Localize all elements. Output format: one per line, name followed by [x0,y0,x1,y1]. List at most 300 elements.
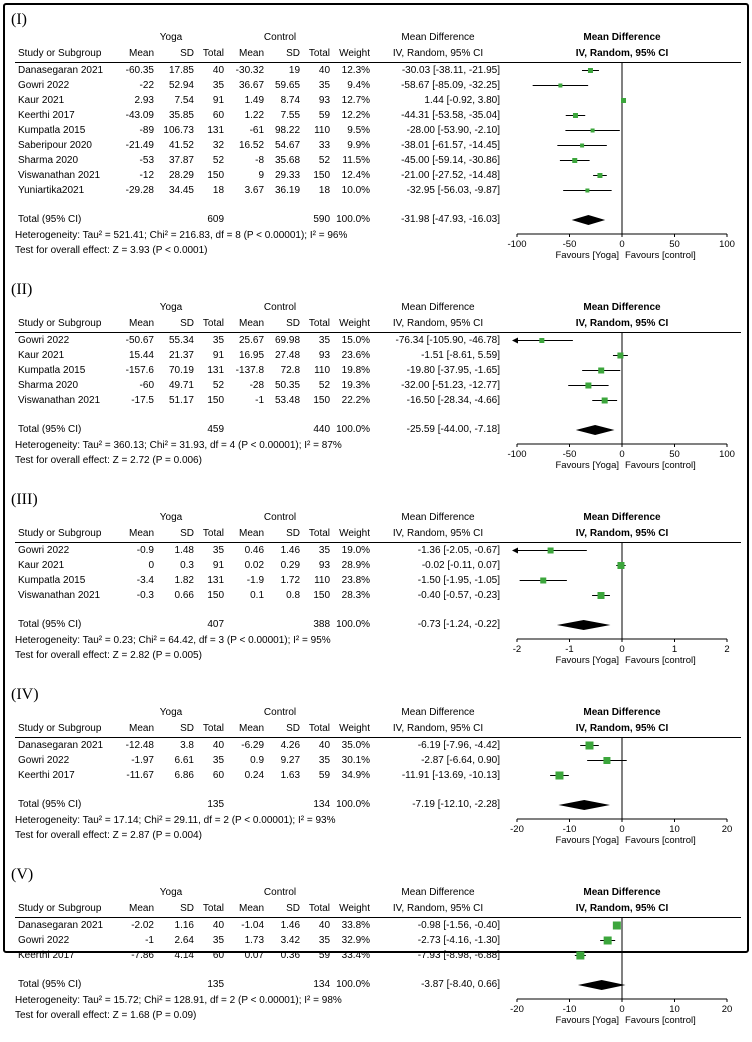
yoga-mean: -60 [139,380,154,391]
yoga-sd-header: SD [157,526,197,543]
control-sd: 1.63 [280,770,301,781]
ci-method-header: IV, Random, 95% CI [373,316,503,333]
control-mean: 16.52 [239,140,265,151]
yoga-total: 150 [207,590,225,601]
axis-tick-label: 0 [619,449,625,460]
yoga-sd: 6.61 [174,755,194,766]
forest-table-area [15,300,503,487]
control-mean: -30.32 [235,65,265,76]
total-diamond [572,215,605,225]
control-group-header: Control [263,512,297,523]
study-name: Yuniartika2021 [18,185,85,196]
panel-body [11,300,741,487]
axis-tick-label: -2 [512,644,522,655]
empty-header [15,300,115,316]
total-row [15,617,503,633]
total-label: Total (95% CI) [18,424,82,435]
yoga-mean: 2.93 [134,95,154,106]
control-sd-header: SD [267,46,303,63]
yoga-total-header: Total [197,721,227,738]
total-yoga-n: 609 [207,214,225,225]
ci-text: -0.02 [-0.11, 0.07] [421,560,501,571]
weight: 9.5% [347,125,371,136]
weight: 22.2% [341,395,371,406]
yoga-mean-header: Mean [115,721,157,738]
total-label: Total (95% CI) [18,619,82,630]
effect-square [621,98,626,103]
control-mean: 0.46 [244,545,265,556]
mean-difference-header: Mean Difference [401,887,475,898]
mean-difference-header: Mean Difference [401,302,475,313]
yoga-mean: -21.49 [125,140,154,151]
weight: 12.2% [341,110,371,121]
effect-square [539,338,544,343]
empty-header [15,885,115,901]
control-sd: 69.98 [275,335,301,346]
control-mean: 1.73 [244,935,265,946]
favours-right-label: Favours [control] [625,655,696,666]
ci-text: -2.73 [-4.16, -1.30] [417,935,501,946]
heterogeneity-text: Heterogeneity: Tau² = 0.23; Chi² = 64.42, df = 3 (P < 0.00001); I² = 95% [15,635,331,646]
ci-text: -1.50 [-1.95, -1.05] [417,575,501,586]
weight: 33.8% [341,920,371,931]
study-name: Sharma 2020 [18,155,79,166]
weight: 9.4% [347,80,371,91]
plot-ci-header: IV, Random, 95% CI [575,318,669,329]
effect-square [558,84,562,88]
yoga-sd-header: SD [157,46,197,63]
weight: 10.0% [341,185,371,196]
control-sd: 29.33 [275,170,301,181]
control-mean: -1 [255,395,265,406]
axis-tick-label: -100 [507,239,527,250]
ci-method-header: IV, Random, 95% CI [373,526,503,543]
yoga-total: 52 [212,380,225,391]
blank [267,422,303,438]
control-total: 59 [318,110,331,121]
total-weight: 100.0% [336,619,371,630]
control-total: 150 [313,590,331,601]
forest-panel [11,685,741,862]
plot-ci-header: IV, Random, 95% CI [575,48,669,59]
panel-label: (IV) [11,686,39,703]
control-total: 35 [318,755,331,766]
axis-tick-label: 20 [721,824,733,835]
favours-right-label: Favours [control] [625,835,696,846]
study-name: Gowri 2022 [18,755,70,766]
forest-table-area [15,705,503,862]
blank [157,977,197,993]
empty-header [333,510,373,526]
study-name: Kumpatla 2015 [18,365,86,376]
study-name: Kaur 2021 [18,350,65,361]
control-sd: 19 [288,65,301,76]
yoga-total: 32 [212,140,225,151]
plot-md-header: Mean Difference [583,512,661,523]
control-mean: -61 [249,125,265,136]
blank [267,977,303,993]
plot-header [503,300,741,333]
yoga-total-header: Total [197,526,227,543]
study-row [15,738,503,754]
blank [227,212,267,228]
ci-text: -7.93 [-8.98, -6.88] [417,950,501,961]
favours-left-label: Favours [Yoga] [555,460,619,471]
study-header: Study or Subgroup [15,721,115,738]
ci-text: -16.50 [-28.34, -4.66] [406,395,501,406]
heterogeneity-text: Heterogeneity: Tau² = 521.41; Chi² = 216.83, df = 8 (P < 0.00001); I² = 96% [15,230,348,241]
yoga-mean: -11.67 [126,770,154,781]
weight: 28.3% [341,590,371,601]
effect-square [603,757,610,764]
forest-plot-area [503,885,741,1042]
panel-body [11,885,741,1042]
study-name: Danasegaran 2021 [18,740,104,751]
spacer [15,603,503,617]
study-row [15,558,503,573]
panel-body [11,30,741,277]
study-name: Viswanathan 2021 [18,590,101,601]
effect-square [617,562,624,569]
yoga-group-header: Yoga [159,302,183,313]
forest-table [15,30,503,228]
axis-tick-label: -50 [562,239,577,250]
empty-header [15,510,115,526]
favours-left-label: Favours [Yoga] [555,835,619,846]
axis-tick-label: 20 [721,1004,733,1015]
plot-header [503,885,741,918]
axis-tick-label: -100 [507,449,527,460]
total-ci-text: -0.73 [-1.24, -0.22] [417,619,501,630]
yoga-total: 35 [212,935,225,946]
yoga-sd: 0.3 [180,560,194,571]
axis-tick-label: -20 [510,1004,524,1015]
weight: 15.0% [341,335,371,346]
yoga-sd-header: SD [157,721,197,738]
control-mean-header: Mean [227,721,267,738]
yoga-mean-header: Mean [115,316,157,333]
control-sd: 0.8 [286,590,301,601]
plot-header [503,510,741,543]
yoga-sd: 52.94 [168,80,194,91]
effect-square [576,952,584,960]
yoga-mean: -12.48 [125,740,154,751]
ci-text: -32.00 [-51.23, -12.77] [401,380,501,391]
yoga-sd-header: SD [157,316,197,333]
blank [115,977,157,993]
yoga-total: 18 [212,185,225,196]
weight: 28.9% [341,560,371,571]
yoga-sd: 49.71 [168,380,194,391]
control-group-header: Control [263,302,297,313]
yoga-mean: -7.86 [131,950,154,961]
total-diamond [578,980,626,990]
yoga-sd: 3.8 [180,740,194,751]
ci-text: -45.00 [-59.14, -30.86] [401,155,501,166]
yoga-total-header: Total [197,46,227,63]
study-name: Kaur 2021 [18,95,65,106]
study-name: Sharma 2020 [18,380,79,391]
forest-table [15,300,503,438]
axis-tick-label: 0 [619,824,625,835]
blank [227,977,267,993]
blank [267,212,303,228]
yoga-total: 91 [212,350,225,361]
yoga-sd: 21.37 [168,350,194,361]
weight: 35.0% [341,740,371,751]
study-name: Danasegaran 2021 [18,920,104,931]
control-sd: 1.72 [280,575,301,586]
ci-text: -2.87 [-6.64, 0.90] [421,755,501,766]
yoga-sd: 106.73 [163,125,194,136]
total-label: Total (95% CI) [18,214,82,225]
axis-tick-label: 100 [719,449,735,460]
ci-text: -0.40 [-0.57, -0.23] [417,590,501,601]
control-mean: 16.95 [239,350,265,361]
study-row [15,918,503,934]
study-row [15,78,503,93]
study-header: Study or Subgroup [15,46,115,63]
axis-tick-label: 10 [669,824,680,835]
control-mean: -1.9 [246,575,265,586]
yoga-sd: 28.29 [168,170,194,181]
weight: 23.8% [341,575,371,586]
control-sd: 7.55 [280,110,301,121]
forest-panel [11,865,741,1042]
yoga-total: 131 [207,125,225,136]
overall-effect-text: Test for overall effect: Z = 2.82 (P = 0.005) [15,650,202,661]
favours-left-label: Favours [Yoga] [555,250,619,261]
weight-header: Weight [333,901,373,918]
control-mean: 1.49 [244,95,265,106]
total-row [15,422,503,438]
yoga-sd: 55.34 [168,335,194,346]
ci-text: -32.95 [-56.03, -9.87] [406,185,501,196]
weight: 30.1% [341,755,371,766]
yoga-mean: -53 [139,155,154,166]
yoga-sd: 1.48 [174,545,194,556]
overall-effect-text: Test for overall effect: Z = 1.68 (P = 0.09) [15,1010,197,1021]
plot-header [503,30,741,63]
axis-tick-label: 0 [619,1004,625,1015]
yoga-mean: -3.4 [136,575,154,586]
total-diamond [557,620,611,630]
control-sd: 1.46 [280,920,301,931]
effect-square [585,383,591,389]
study-row [15,108,503,123]
yoga-total-header: Total [197,316,227,333]
study-name: Keerthi 2017 [18,770,75,781]
yoga-group-header: Yoga [159,512,183,523]
study-row [15,588,503,603]
study-row [15,153,503,168]
study-header: Study or Subgroup [15,526,115,543]
control-mean: 36.67 [239,80,265,91]
spacer [15,783,503,797]
ci-text: -28.00 [-53.90, -2.10] [406,125,501,136]
control-sd-header: SD [267,316,303,333]
ci-text: -11.91 [-13.69, -10.13] [401,770,501,781]
control-sd: 72.8 [280,365,301,376]
yoga-mean: -1.97 [131,755,154,766]
plot-md-header: Mean Difference [583,32,661,43]
blank [227,617,267,633]
yoga-sd: 1.16 [174,920,194,931]
plot-ci-header: IV, Random, 95% CI [575,528,669,539]
axis-tick-label: 2 [724,644,730,655]
control-total-header: Total [303,901,333,918]
overall-effect-text: Test for overall effect: Z = 2.72 (P = 0.006) [15,455,202,466]
favours-right-label: Favours [control] [625,250,696,261]
weight-header: Weight [333,316,373,333]
control-mean-header: Mean [227,901,267,918]
weight: 9.9% [347,140,371,151]
forest-plot-area [503,300,741,487]
control-sd: 35.68 [275,155,301,166]
ci-arrow-left [512,338,518,344]
control-sd: 0.29 [280,560,301,571]
control-sd-header: SD [267,721,303,738]
effect-square [572,158,577,163]
weight-header: Weight [333,526,373,543]
axis-tick-label: 10 [669,1004,680,1015]
study-name: Keerthi 2017 [18,950,75,961]
total-weight: 100.0% [336,799,371,810]
effect-square [555,772,563,780]
overall-effect-text: Test for overall effect: Z = 2.87 (P = 0.004) [15,830,202,841]
yoga-mean: -60.35 [125,65,154,76]
control-group-header: Control [263,32,297,43]
weight-header: Weight [333,721,373,738]
control-sd: 8.74 [280,95,301,106]
study-row [15,183,503,198]
blank [157,797,197,813]
total-row [15,797,503,813]
study-row [15,753,503,768]
ci-text: -76.34 [-105.90, -46.78] [395,335,501,346]
blank [227,797,267,813]
favours-left-label: Favours [Yoga] [555,655,619,666]
control-mean: -8 [255,155,265,166]
weight: 12.7% [341,95,371,106]
control-total: 59 [318,950,331,961]
study-row [15,63,503,79]
yoga-mean: -2.02 [131,920,154,931]
axis-tick-label: 0 [619,239,625,250]
yoga-total: 131 [207,365,225,376]
control-mean-header: Mean [227,46,267,63]
heterogeneity-text: Heterogeneity: Tau² = 17.14; Chi² = 29.11, df = 2 (P < 0.00001); I² = 93% [15,815,336,826]
effect-square [617,353,623,359]
forest-plot-svg [503,333,741,482]
weight: 19.3% [341,380,371,391]
yoga-total: 60 [212,770,225,781]
ci-text: 1.44 [-0.92, 3.80] [424,95,501,106]
yoga-mean: -89 [139,125,154,136]
control-sd: 54.67 [275,140,301,151]
ci-method-header: IV, Random, 95% CI [373,721,503,738]
control-sd: 98.22 [275,125,301,136]
control-total: 33 [318,140,331,151]
weight-header: Weight [333,46,373,63]
control-total: 52 [318,380,331,391]
forest-panel [11,10,741,277]
axis-tick-label: 1 [671,644,678,655]
yoga-mean: -0.9 [136,545,154,556]
control-total: 35 [318,545,331,556]
forest-plot-svg [503,543,741,677]
blank [267,797,303,813]
control-group-header: Control [263,887,297,898]
study-header: Study or Subgroup [15,316,115,333]
study-name: Viswanathan 2021 [18,395,101,406]
ci-text: -1.51 [-8.61, 5.59] [421,350,501,361]
control-total: 59 [318,770,331,781]
forest-table [15,510,503,633]
forest-table-area [15,510,503,682]
ci-method-header: IV, Random, 95% CI [373,901,503,918]
yoga-mean-header: Mean [115,46,157,63]
forest-plot-svg [503,918,741,1037]
control-mean-header: Mean [227,316,267,333]
study-row [15,573,503,588]
yoga-total: 40 [212,920,225,931]
study-row [15,138,503,153]
forest-table-area [15,30,503,277]
total-label: Total (95% CI) [18,799,82,810]
study-name: Gowri 2022 [18,545,70,556]
axis-tick-label: -20 [510,824,524,835]
yoga-sd: 70.19 [168,365,194,376]
yoga-mean: -157.6 [125,365,154,376]
yoga-sd: 6.86 [174,770,194,781]
yoga-sd-header: SD [157,901,197,918]
total-weight: 100.0% [336,424,371,435]
mean-difference-header: Mean Difference [401,512,475,523]
study-name: Viswanathan 2021 [18,170,101,181]
study-row [15,948,503,963]
yoga-total: 35 [212,80,225,91]
control-mean: -6.29 [241,740,265,751]
axis-tick-label: 0 [619,644,625,655]
study-row [15,378,503,393]
blank [115,617,157,633]
study-name: Kumpatla 2015 [18,575,86,586]
blank [267,617,303,633]
control-sd: 3.42 [280,935,301,946]
favours-left-label: Favours [Yoga] [555,1015,619,1026]
yoga-mean: -1 [145,935,154,946]
study-name: Gowri 2022 [18,80,70,91]
yoga-mean: -17.5 [131,395,154,406]
weight: 32.9% [341,935,371,946]
study-row [15,348,503,363]
empty-header [333,705,373,721]
total-yoga-n: 135 [207,979,225,990]
weight: 19.8% [341,365,371,376]
study-row [15,168,503,183]
forest-plot-svg [503,738,741,857]
empty-header [333,300,373,316]
yoga-sd: 51.17 [168,395,194,406]
study-name: Saberipour 2020 [18,140,92,151]
control-total: 35 [318,935,331,946]
forest-table [15,705,503,813]
control-group-header: Control [263,707,297,718]
effect-square [597,173,602,178]
control-total: 110 [314,575,331,586]
total-control-n: 388 [313,619,331,630]
